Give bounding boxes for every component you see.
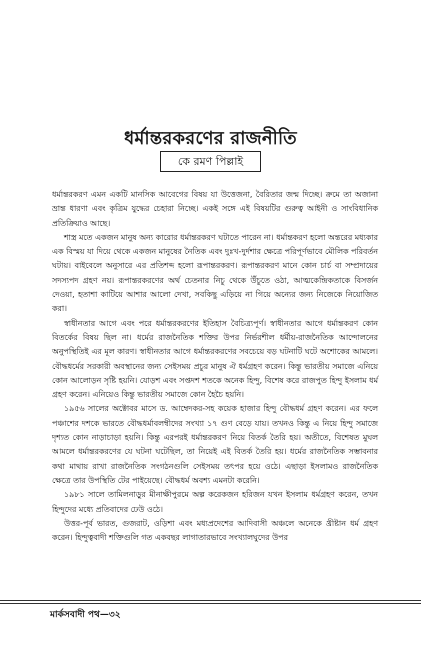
paragraph: উত্তর-পূর্ব ভারত, গুজরাট, ওড়িশা এবং মধ্যপ্রদেশের আদিবাসী অঞ্চলে অনেকে খ্রীষ্টান ধর্ম গ্রহণ করেন। হিন্দুত্ববাদী শক্তিগুলি গত একবছর লাগাতারভাবে সংখ্যালঘুদের উপর	[52, 518, 378, 543]
paragraph: স্বাধীনতার আগে এবং পরে ধর্মান্তরকরণের ইতিহাস বৈচিত্র্যপূর্ণ। স্বাধীনতার আগে ধর্মান্তকরণ কোন বিতর্কের বিষয় ছিল না। ধর্মের রাজনৈতিক শক্তির উপর নির্ভরশীল ধর্মীয়-রাজনৈতিক আন্দোলনের অনুপস্থিতিই এর মূল কারণ। স্বাধীনতার আগে ধর্মান্তরকরণের সবচেয়ে বড় ঘটনাটি ঘটে অশোকের আমলে। বৌদ্ধধর্মের সরকারী অবস্থানের জন্য সেইসময় প্রচুর মানুষ ঐ ধর্মগ্রহণ করেন। কিন্তু ভারতীয় সমাজে এনিয়ে কোন আলোড়ন সৃষ্টি হয়নি। যোড়শ এবং সপ্তদশ শতকে অনেক হিন্দু, বিশেষ করে রাজপুত হিন্দু ইসলাম ধর্ম গ্রহণ করেন। এনিয়েও কিন্তু ভারতীয় সমাজে কোন হৈচৈ হয়নি।	[52, 318, 378, 400]
paragraph: শাস্ত্র মতে একজন মানুষ অন্য কারোর ধর্মান্তরকরণ ঘটাতে পারেন না। ধর্মান্তকরণ হলো অন্তরের মধ্যকার এক বিস্ময় যা দিয়ে থেকে একজন মানুষের নৈতিক এবং দুঃখ-দুর্দশার ক্ষেত্রে পরিপূর্ণভাবে মৌলিক পরিবর্তন ঘটায়। বাইবেলে অনুসারে এর প্রতিশব্দ হলো রূপান্তরকরণ। রূপান্তরকরণ মানে কোন চার্চ বা সম্প্রদায়ের সদস্যপদ গ্রহণ নয়। রূপান্তরকরণের অর্থ চেতনার নিচু থেকে উঁচুতে ওঠা, আত্মকেন্দ্রিকতাকে বিসর্জন দেওয়া, হতাশা কাটিয়ে আশার আলো দেখা, সবকিছু এড়িয়ে না গিয়ে অন্যের জন্য নিজেকে নিয়োজিত করা।	[52, 232, 378, 314]
paragraph: ধর্মান্তরকরণ এমন একটি মানসিক আবেগের বিষয় যা উত্তেজনা, বৈরিতার জন্ম দিচ্ছে। ক্রমে তা অজানা ভ্রান্ত ধারণা এবং কৃত্রিম যুদ্ধের চেহারা নিচ্ছে। একই সঙ্গে এই বিষয়টির গুরুত্ব আইনী ও সাংবিধানিক প্রতিক্রিয়াও আছে।	[52, 190, 378, 228]
author-byline: কে রমণ পিল্লাই	[160, 151, 261, 172]
paragraph: ১৯৮১ সালে তামিলনাড়ুর মীনাক্ষীপুরমে অল্প করেকজন হরিজন যখন ইসলাম ধর্মগ্রহণ করেন, তখন হিন্দুদের মধ্যে প্রতিবাদের ঢেউ ওঠে।	[52, 490, 378, 514]
page-footer: মার্কসবাদী পথ—৩২	[50, 610, 121, 620]
article-body	[52, 188, 378, 545]
paragraph: ১৯৫৬ সালের অক্টোবর মাসে ড. আম্বেদকর-সহ কয়েক হাজার হিন্দু বৌদ্ধধর্ম গ্রহণ করেন। এর ফলে পঞ্চাশের দশকে ভারতে বৌদ্ধধর্মাবলম্বীদের সংখ্যা ১৭ গুণ বেড়ে যায়। তখনও কিন্তু এ নিয়ে হিন্দু সমাজে দৃশ্যত কোন নাড়াচাড়া হয়নি। কিন্তু এরপরই ধর্মান্তরকরণ নিয়ে বিতর্ক তৈরি হয়। অতীতে, বিশেষত মুঘল আমলে ধর্মান্তরকরণের যে ঘটনা ঘটেছিল, তা নিয়েই এই বিতর্ক তৈরি হয়। ধর্মের রাজনৈতিক সম্ভাবনার কথা মাথায় রাখা রাজনৈতিক সংগঠনগুলি সেইসময় তৎপর হয়ে ওঠে। এছাড়া ইসলামও রাজনৈতিক ক্ষেত্রে তার উপস্থিতি টের পাইয়েছে। বৌদ্ধধর্ম অবশ্য এমনটা করেনি।	[52, 404, 378, 485]
footer-rule	[0, 600, 421, 601]
footer-rule	[0, 603, 421, 604]
article-title: ধর্মান্তরকরণের রাজনীতি	[124, 128, 297, 149]
